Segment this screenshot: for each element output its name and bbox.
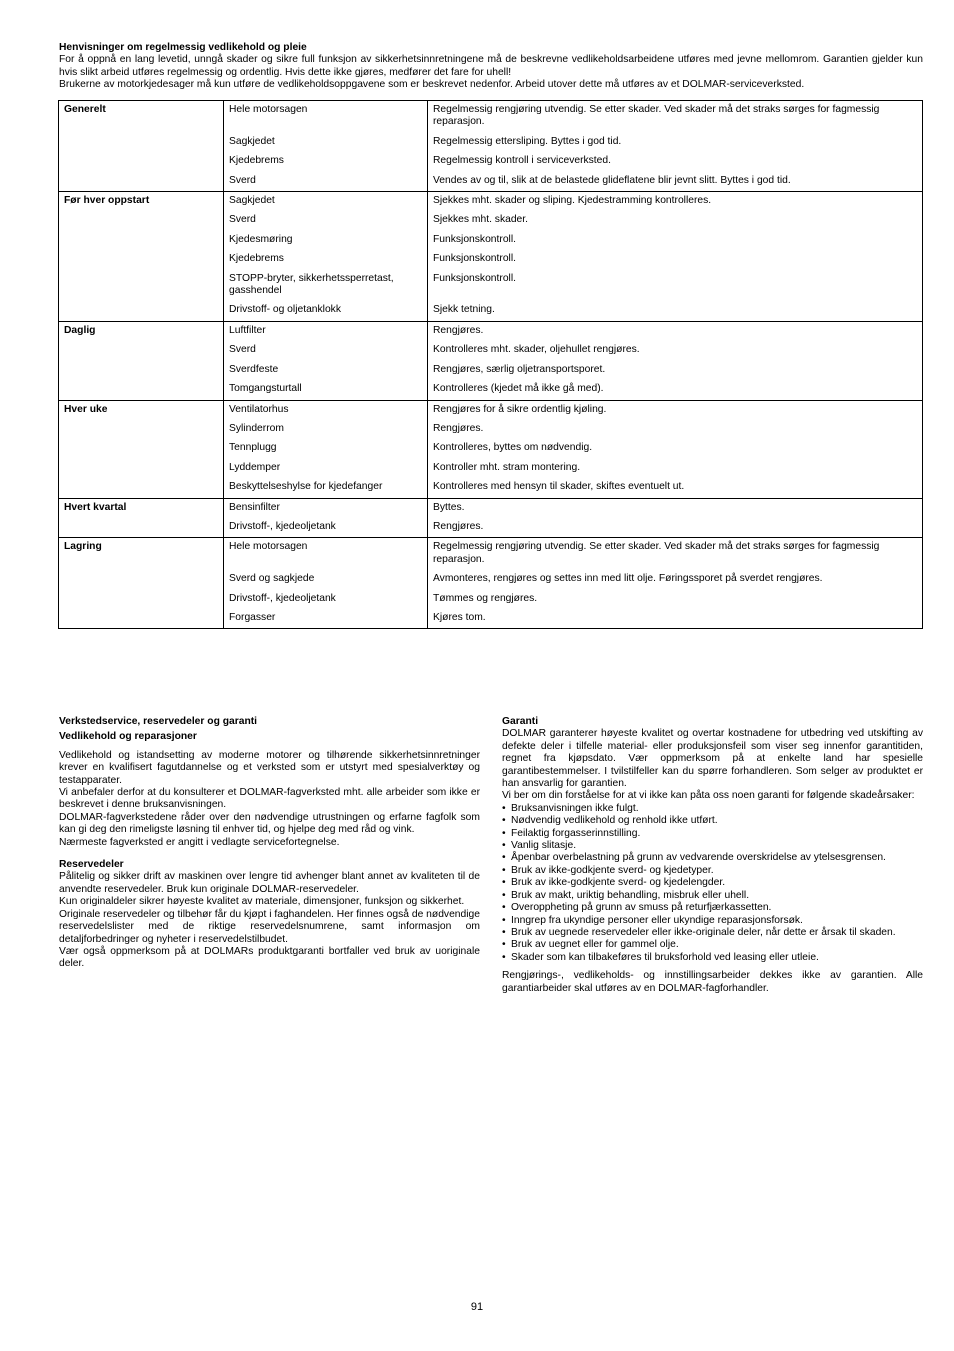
interval-cell [59,133,224,152]
service-paragraph-1: Vedlikehold og istandsetting av moderne motorer og tilhørende sikkerhetsinnretninger krever en kvalifisert fagutdannelse og et verksted som er utstyrt med spesialverktøy og testapparater. [59,749,480,786]
action-cell: Regelmessig rengjøring utvendig. Se etter skader. Ved skader må det straks sørges for fagmessig reparasjon. [428,101,923,133]
list-item [502,927,923,939]
interval-cell [59,518,224,538]
interval-cell: Hvert kvartal [59,498,224,518]
intro-paragraph-2: Brukerne av motorkjedesager må kun utføre de vedlikeholdsoppgavene som er beskrevet nedenfor. Arbeid utover dette må utføres av et DOLMAR-serviceverksted. [59,79,805,91]
list-item-text: Bruk av ikke-godkjente sverd- og kjedelengder. [511,877,726,889]
action-cell: Sjekkes mht. skader. [428,211,923,230]
list-item [502,877,923,889]
action-cell: Vendes av og til, slik at de belastede glideflatene blir jevnt slitt. Byttes i god tid. [428,172,923,192]
list-item-text: Bruk av ikke-godkjente sverd- og kjedetyper. [511,864,714,876]
list-item [502,952,923,964]
table-row [59,341,923,360]
warranty-paragraph-2: Vi ber om din forståelse for at vi ikke kan påta oss noen garanti for følgende skadeårsaker: [502,790,915,802]
action-cell: Funksjonskontroll. [428,231,923,250]
part-cell: Sagkjedet [224,133,428,152]
bullet-icon: • [502,926,506,938]
part-cell: Tomgangsturtall [224,380,428,400]
service-paragraph-2: Vi anbefaler derfor at du konsulterer et DOLMAR-fagverksted mht. alle arbeider som ikke er beskrevet i denne bruksanvisningen. [59,787,480,811]
warranty-paragraph-1: DOLMAR garanterer høyeste kvalitet og overtar kostnadene for utbedring ved utskifting av defekte deler i tilfelle material- eller produksjonsfeil som viser seg innenfor garantitiden, regnet fra kjøpsdato. Vær oppmerksom på at enkelte land har spesielle garantibestemmelser. I tvilstilfeller kan du spørre forhandleren. Som selger av produktet er han ansvarlig for garantien. [502,728,923,790]
part-cell: Hele motorsagen [224,538,428,570]
list-item-text: Bruk av uegnede reservedeler eller ikke-originale deler, når dette er årsak til skaden. [511,926,896,938]
intro-heading: Henvisninger om regelmessig vedlikehold og pleie [59,42,307,53]
bullet-icon: • [502,877,506,889]
bullet-icon: • [502,939,506,951]
table-row [59,361,923,380]
table-row [59,172,923,192]
action-cell: Kontrolleres, byttes om nødvendig. [428,439,923,458]
table-row [59,101,923,133]
action-cell: Rengjøres. [428,321,923,341]
interval-cell [59,459,224,478]
parts-paragraph-1: Pålitelig og sikker drift av maskinen over lengre tid avhenger blant annet av kvaliteten til de anvendte reservedeler. Bruk kun originale DOLMAR-reservedeler. [59,871,480,895]
warranty-exclusion-list [502,803,923,964]
list-item-text: Skader som kan tilbakeføres til bruksforhold ved leasing eller utleie. [511,951,819,963]
interval-cell [59,361,224,380]
list-item [502,803,923,815]
bullet-icon: • [502,840,506,852]
action-cell: Avmonteres, rengjøres og settes inn med litt olje. Føringssporet på sverdet rengjøres. [428,570,923,589]
interval-cell [59,478,224,498]
service-heading: Verkstedservice, reservedeler og garanti [59,716,258,727]
table-row [59,231,923,250]
list-item [502,939,923,951]
action-cell: Regelmessig ettersliping. Byttes i god tid. [428,133,923,152]
part-cell: Sverdfeste [224,361,428,380]
list-item-text: Bruk av uegnet eller for gammel olje. [511,939,679,951]
intro-paragraph-1: For å oppnå en lang levetid, unngå skader og sikre full funksjon av sikkerhetsinnretningene må de beskrevne vedlikeholdsarbeidene utføres med jevne mellomrom. Garantien gjelder kun hvis slikt arbeid utføres regelmessig og ordentlig. Hvis dette ikke gjøres, medfører det fare for uhell! [59,54,923,78]
part-cell: Lyddemper [224,459,428,478]
part-cell: Kjedesmøring [224,231,428,250]
action-cell: Funksjonskontroll. [428,270,923,302]
list-item [502,890,923,902]
bullet-icon: • [502,864,506,876]
list-item [502,840,923,852]
bullet-icon: • [502,802,506,814]
list-item [502,915,923,927]
interval-cell [59,152,224,171]
list-item-text: Bruksanvisningen ikke fulgt. [511,802,639,814]
table-row [59,211,923,230]
parts-paragraph-2: Kun originaldeler sikrer høyeste kvalitet av materiale, dimensjoner, funksjon og sikkerhet. [59,896,465,908]
bullet-icon: • [502,852,506,864]
part-cell: STOPP-bryter, sikkerhetssperretast, gasshendel [224,270,428,302]
maintenance-table-body [59,101,923,629]
service-subheading: Vedlikehold og reparasjoner [59,731,197,743]
interval-cell [59,420,224,439]
action-cell: Rengjøres for å sikre ordentlig kjøling. [428,400,923,420]
bullet-icon: • [502,815,506,827]
table-row [59,518,923,538]
table-row [59,439,923,458]
interval-cell [59,439,224,458]
service-paragraph-3: DOLMAR-fagverkstedene råder over den nødvendige utrustningen og erfarne fagfolk som kan gi deg den rimeligste løsning til enhver tid, og hjelpe deg med råd og vink. [59,811,480,836]
list-item-text: Bruk av makt, uriktig behandling, misbruk eller uhell. [511,889,750,901]
action-cell: Byttes. [428,498,923,518]
action-cell: Kontroller mht. stram montering. [428,459,923,478]
parts-paragraph-4: Vær også oppmerksom på at DOLMARs produktgaranti bortfaller ved bruk av uoriginale deler. [59,945,480,970]
part-cell: Sverd [224,211,428,230]
action-cell: Kontrolleres med hensyn til skader, skiftes eventuelt ut. [428,478,923,498]
action-cell: Kontrolleres (kjedet må ikke gå med). [428,380,923,400]
table-row [59,250,923,269]
interval-cell [59,380,224,400]
table-row [59,420,923,439]
list-item-text: Inngrep fra ukyndige personer eller ukyndige reparasjonsforsøk. [511,914,803,926]
action-cell: Kjøres tom. [428,609,923,629]
table-row [59,133,923,152]
part-cell: Kjedebrems [224,152,428,171]
table-row [59,192,923,212]
table-row [59,498,923,518]
list-item [502,815,923,827]
action-cell: Tømmes og rengjøres. [428,590,923,609]
part-cell: Drivstoff-, kjedeoljetank [224,590,428,609]
table-row [59,538,923,570]
interval-cell [59,172,224,192]
part-cell: Sverd [224,172,428,192]
part-cell: Tennplugg [224,439,428,458]
interval-cell: Hver uke [59,400,224,420]
bullet-icon: • [502,914,506,926]
list-item [502,865,923,877]
part-cell: Drivstoff- og oljetanklokk [224,301,428,321]
page-number: 91 [470,1301,484,1313]
maintenance-table [58,100,923,629]
interval-cell: Lagring [59,538,224,570]
list-item [502,828,923,840]
part-cell: Ventilatorhus [224,400,428,420]
table-row [59,321,923,341]
interval-cell [59,270,224,302]
intro-section [59,42,923,92]
interval-cell [59,250,224,269]
interval-cell [59,231,224,250]
table-row [59,400,923,420]
bullet-icon: • [502,827,506,839]
bullet-icon: • [502,951,506,963]
list-item-text: Feilaktig forgasserinnstilling. [511,827,641,839]
interval-cell [59,301,224,321]
part-cell: Kjedebrems [224,250,428,269]
table-row [59,609,923,629]
table-row [59,570,923,589]
list-item-text: Vanlig slitasje. [511,840,577,852]
parts-paragraph-3: Originale reservedeler og tilbehør får du kjøpt i faghandelen. Her finnes også de nødvendige reservedelslister med de riktige reservedelsnumrene, samt informasjon om detaljforbedringer og nyheter i reservedelstilbudet. [59,908,480,945]
action-cell: Rengjøres, særlig oljetransportsporet. [428,361,923,380]
warranty-heading: Garanti [502,716,539,727]
table-row [59,270,923,302]
part-cell: Sylinderrom [224,420,428,439]
table-row [59,478,923,498]
interval-cell [59,211,224,230]
part-cell: Sverd [224,341,428,360]
interval-cell: Før hver oppstart [59,192,224,212]
table-row [59,459,923,478]
part-cell: Forgasser [224,609,428,629]
list-item-text: Nødvendig vedlikehold og renhold ikke utført. [511,815,718,827]
interval-cell [59,341,224,360]
table-row [59,380,923,400]
action-cell: Regelmessig kontroll i serviceverksted. [428,152,923,171]
list-item-text: Åpenbar overbelastning på grunn av vedvarende overskridelse av ytelsesgrensen. [511,852,886,864]
bullet-icon: • [502,889,506,901]
service-column [59,716,480,971]
part-cell: Bensinfilter [224,498,428,518]
part-cell: Sverd og sagkjede [224,570,428,589]
interval-cell: Generelt [59,101,224,133]
table-row [59,590,923,609]
action-cell: Sjekkes mht. skader og sliping. Kjedestramming kontrolleres. [428,192,923,212]
parts-heading: Reservedeler [59,859,124,871]
part-cell: Beskyttelseshylse for kjedefanger [224,478,428,498]
table-row [59,301,923,321]
action-cell: Rengjøres. [428,518,923,538]
interval-cell [59,570,224,589]
warranty-column [502,716,923,995]
interval-cell [59,609,224,629]
warranty-paragraph-3: Rengjørings-, vedlikeholds- og innstillingsarbeider dekkes ikke av garantien. Alle garantiarbeider skal utføres av en DOLMAR-fagforhandler. [502,970,923,994]
interval-cell: Daglig [59,321,224,341]
action-cell: Rengjøres. [428,420,923,439]
action-cell: Kontrolleres mht. skader, oljehullet rengjøres. [428,341,923,360]
part-cell: Hele motorsagen [224,101,428,133]
bullet-icon: • [502,902,506,914]
list-item [502,902,923,914]
service-paragraph-4: Nærmeste fagverksted er angitt i vedlagte servicefortegnelse. [59,836,340,848]
list-item-text: Overoppheting på grunn av smuss på returfjærkassetten. [511,902,772,914]
interval-cell [59,590,224,609]
part-cell: Luftfilter [224,321,428,341]
part-cell: Drivstoff-, kjedeoljetank [224,518,428,538]
list-item [502,852,923,864]
part-cell: Sagkjedet [224,192,428,212]
action-cell: Sjekk tetning. [428,301,923,321]
action-cell: Funksjonskontroll. [428,250,923,269]
table-row [59,152,923,171]
action-cell: Regelmessig rengjøring utvendig. Se etter skader. Ved skader må det straks sørges for fagmessig reparasjon. [428,538,923,570]
